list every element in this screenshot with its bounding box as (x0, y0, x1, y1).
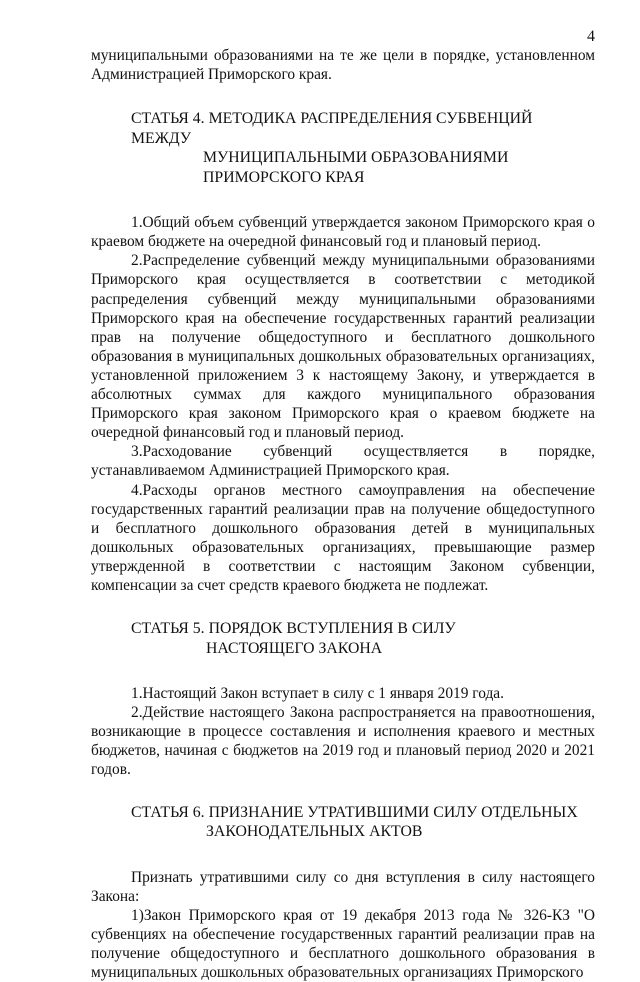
article-6-paragraph-1: Признать утратившими силу со дня вступления в силу настоящего Закона: (91, 868, 595, 905)
article-4-paragraph-4: 4.Расходы органов местного самоуправления на обеспечение государственных гарантий реализации прав на получение общедоступного и бесплатного дошкольного образования детей в муниципальных дошкольных образовательных организациях, превышающие размер утвержденной в соответствии с настоящим Законом субвенции, компенсации за счет средств краевого бюджета не подлежат. (91, 481, 595, 594)
document-body (91, 46, 595, 982)
article-4-title-line-1: СТАТЬЯ 4. МЕТОДИКА РАСПРЕДЕЛЕНИЯ СУБВЕНЦИЙ МЕЖДУ (131, 110, 533, 147)
article-5-title-line-2: НАСТОЯЩЕГО ЗАКОНА (206, 639, 383, 657)
article-6-title-line-2: ЗАКОНОДАТЕЛЬНЫХ АКТОВ (206, 823, 423, 841)
article-4-paragraph-2: 2.Распределение субвенций между муниципальными образованиями Приморского края осуществляется в соответствии с методикой распределения субвенций между муниципальными образованиями Приморского края на обеспечение государственных гарантий реализации прав на получение общедоступного и бесплатного дошкольного образования в муниципальных дошкольных образовательных организациях, установленной приложением 3 к настоящему Закону, и утверждается в абсолютных суммах для каждого муниципального образования Приморского края законом Приморского края о краевом бюджете на очередной финансовый год и плановый период. (91, 252, 595, 442)
article-4-title-line-2: МУНИЦИПАЛЬНЫМИ ОБРАЗОВАНИЯМИ (203, 149, 509, 167)
article-6-heading (131, 803, 595, 842)
article-6-paragraph-2: 1)Закон Приморского края от 19 декабря 2013 года № 326-КЗ "О субвенциях на обеспечение государственных гарантий реализации прав на получение общедоступного и бесплатного дошкольного образования в муниципальных дошкольных образовательных организациях Приморского (91, 906, 595, 981)
article-4-heading (131, 109, 595, 187)
article-5-heading (131, 619, 595, 658)
article-5-paragraph-1: 1.Настоящий Закон вступает в силу с 1 января 2019 года. (131, 685, 504, 703)
article-6-title-line-1: СТАТЬЯ 6. ПРИЗНАНИЕ УТРАТИВШИМИ СИЛУ ОТДЕЛЬНЫХ (131, 803, 578, 821)
article-5-paragraph-2: 2.Действие настоящего Закона распространяется на правоотношения, возникающие в процессе составления и исполнения краевого и местных бюджетов, начиная с бюджетов на 2019 год и плановый период 2020 и 2021 годов. (91, 704, 595, 779)
article-4-paragraph-1: 1.Общий объем субвенций утверждается законом Приморского края о краевом бюджете на очередной финансовый год и плановый период. (91, 214, 595, 251)
article-4-title-line-3: ПРИМОРСКОГО КРАЯ (203, 168, 365, 186)
page-number: 4 (587, 28, 595, 45)
article-5-title-line-1: СТАТЬЯ 5. ПОРЯДОК ВСТУПЛЕНИЯ В СИЛУ (131, 620, 456, 638)
intro-paragraph: муниципальными образованиями на те же цели в порядке, установленном Администрацией Приморского края. (91, 47, 595, 84)
article-4-paragraph-3: 3.Расходование субвенций осуществляется в порядке, устанавливаемом Администрацией Приморского края. (91, 443, 595, 480)
